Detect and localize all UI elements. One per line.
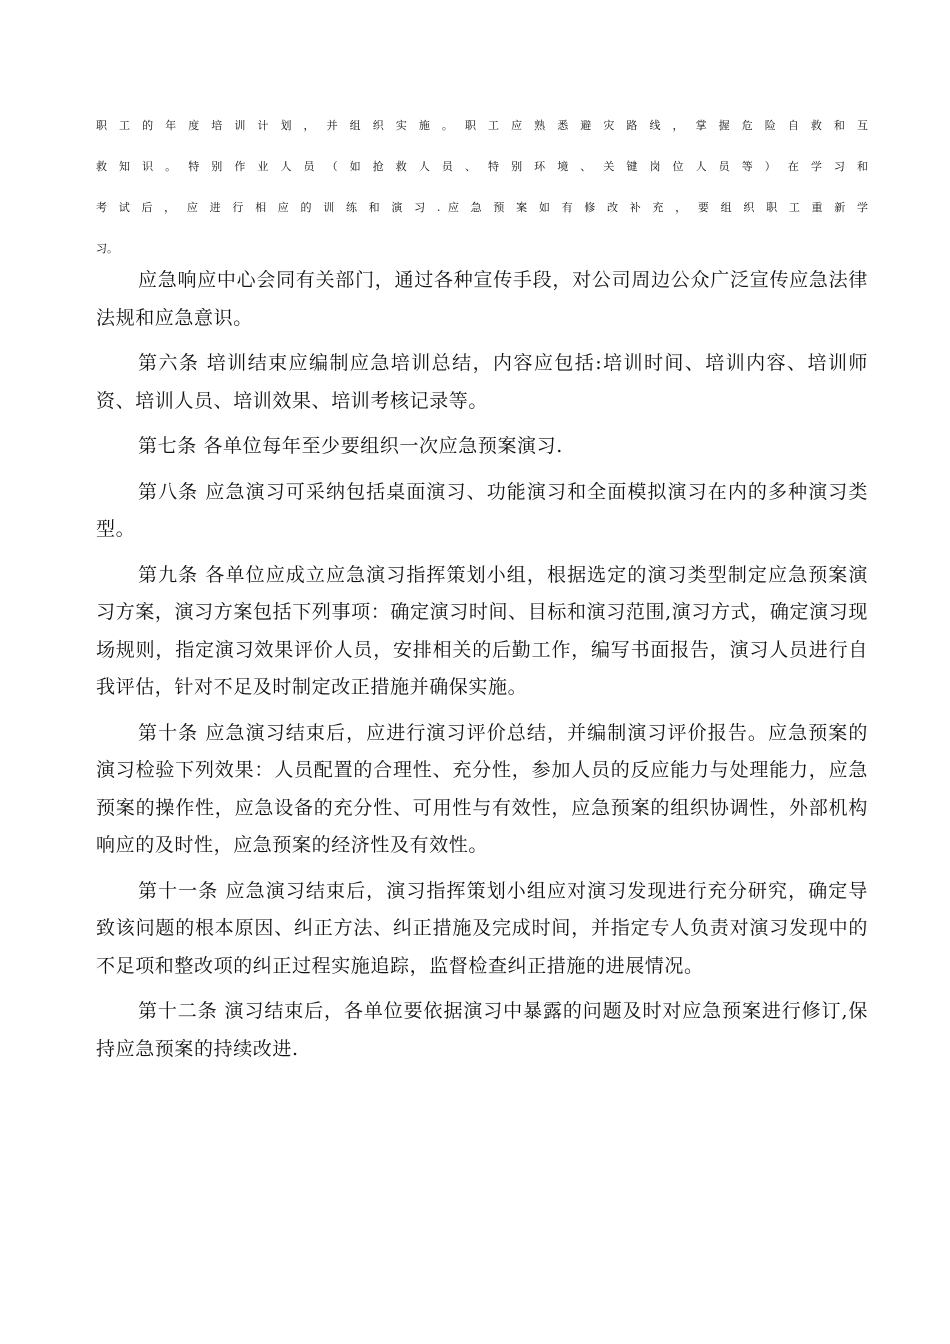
paragraph-article-8: 第八条 应急演习可采纳包括桌面演习、功能演习和全面模拟演习在内的多种演习类型。 — [96, 480, 868, 540]
paragraph-article-10: 第十条 应急演习结束后，应进行演习评价总结，并编制演习评价报告。应急预案的演习检验下列效果：人员配置的合理性、充分性，参加人员的反应能力与处理能力，应急预案的操作性，应急设备的充分性、可用性与有效性，应急预案的组织协调性，外部机构响应的及时性，应急预案的经济性及有效性。 — [96, 721, 868, 856]
paragraph-article-6: 第六条 培训结束应编制应急培训总结，内容应包括:培训时间、培训内容、培训师资、培训人员、培训效果、培训考核记录等。 — [96, 352, 868, 412]
body-text — [96, 262, 868, 1076]
small-print-block — [96, 105, 868, 269]
paragraph-publicity: 应急响应中心会同有关部门，通过各种宣传手段，对公司周边公众广泛宣传应急法律法规和应急意识。 — [96, 269, 868, 329]
paragraph-article-11: 第十一条 应急演习结束后，演习指挥策划小组应对演习发现进行充分研究，确定导致该问题的根本原因、纠正方法、纠正措施及完成时间，并指定专人负责对演习发现中的不足项和整改项的纠正过程实施追踪，监督检查纠正措施的进展情况。 — [96, 879, 868, 977]
small-text-line: 职 工 的 年 度 培 训 计 划 ， 并 组 织 实 施 。 职 工 应 熟 悉 避 灾 路 线 ， 掌 握 危 险 自 救 和 互 — [96, 119, 868, 132]
small-text-line: 习。 — [96, 242, 118, 255]
small-text-line: 救 知 识 。 特 别 作 业 人 员 （ 如 抢 救 人 员 、 特 别 环 境 、 关 键 岗 位 人 员 等 ） 在 学 习 和 — [96, 160, 868, 173]
paragraph-article-9: 第九条 各单位应成立应急演习指挥策划小组，根据选定的演习类型制定应急预案演习方案，演习方案包括下列事项：确定演习时间、目标和演习范围,演习方式，确定演习现场规则，指定演习效果评价人员，安排相关的后勤工作，编写书面报告，演习人员进行自我评估，针对不足及时制定改正措施并确保实施。 — [96, 563, 868, 698]
small-text-line: 考 试 后 ， 应 进 行 相 应 的 训 练 和 演 习 . 应 急 预 案 如 有 修 改 补 充 ， 要 组 织 职 工 重 新 学 — [96, 201, 868, 214]
paragraph-article-12: 第十二条 演习结束后，各单位要依据演习中暴露的问题及时对应急预案进行修订,保持应急预案的持续改进. — [96, 1000, 868, 1060]
paragraph-article-7: 第七条 各单位每年至少要组织一次应急预案演习. — [138, 435, 563, 457]
